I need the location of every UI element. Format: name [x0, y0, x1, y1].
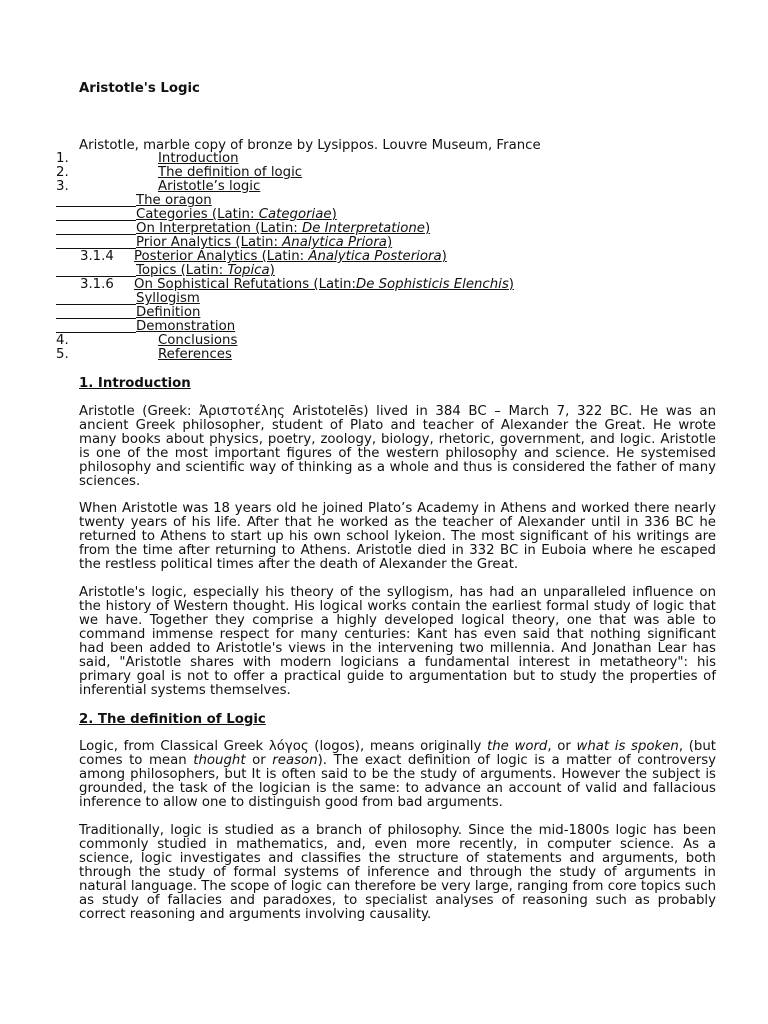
toc-item-link[interactable]: Aristotle’s logic [158, 179, 261, 194]
toc-leader-rule [56, 206, 136, 207]
paragraph: When Aristotle was 18 years old he joined Plato’s Academy in Athens and worked there nearly twenty years of his life. After that he worked as the teacher of Alexander until in 336 BC he returned to Athens to start up his own school lykeion. The most significant of his writings are from the time after returning to Athens. Aristotle died in 332 BC in Euboia where he escaped the restless political times after the death of Alexander the Great. [79, 501, 716, 572]
toc-item-number: 1. [56, 151, 69, 166]
table-of-contents [56, 152, 696, 362]
paragraph: Traditionally, logic is studied as a branch of philosophy. Since the mid-1800s logic has been commonly studied in mathematics, and, even more recently, in computer science. As a science, logic investigates and classifies the structure of statements and arguments, both through the study of formal systems of inference and through the study of arguments in natural language. The scope of logic can therefore be very large, ranging from core topics such as study of fallacies and paradoxes, to specialist analyses of reasoning such as probably correct reasoning and arguments involving causality. [79, 823, 716, 922]
toc-item[interactable] [56, 236, 696, 250]
toc-leader-rule [56, 234, 136, 235]
toc-leader-rule [56, 304, 136, 305]
toc-item-number: 3.1.4 [80, 249, 114, 264]
toc-item[interactable] [56, 292, 696, 306]
toc-item-link[interactable]: Definition [136, 305, 201, 320]
toc-item-number: 3. [56, 179, 69, 194]
toc-item[interactable] [56, 166, 696, 180]
toc-item[interactable] [56, 334, 696, 348]
toc-item-link[interactable]: Prior Analytics (Latin: Analytica Priora) [136, 235, 393, 250]
toc-item[interactable] [56, 194, 696, 208]
toc-item[interactable] [56, 250, 696, 264]
toc-item-link[interactable]: On Sophistical Refutations (Latin:De Sophisticis Elenchis) [134, 277, 514, 292]
toc-item-link[interactable]: Categories (Latin: Categoriae) [136, 207, 337, 222]
toc-item-link[interactable]: Posterior Analytics (Latin: Analytica Posteriora) [134, 249, 447, 264]
toc-item-link[interactable]: The oragon [136, 193, 212, 208]
toc-item-link[interactable]: Syllogism [136, 291, 200, 306]
toc-item-number: 4. [56, 333, 69, 348]
toc-item[interactable] [56, 264, 696, 278]
toc-item-link[interactable]: On Interpretation (Latin: De Interpretatione) [136, 221, 431, 236]
toc-item[interactable] [56, 278, 696, 292]
toc-item-link[interactable]: Introduction [158, 151, 239, 166]
toc-item-link[interactable]: Topics (Latin: Topica) [136, 263, 275, 278]
toc-item[interactable] [56, 306, 696, 320]
toc-item[interactable] [56, 152, 696, 166]
toc-item[interactable] [56, 320, 696, 334]
toc-leader-rule [56, 220, 136, 221]
paragraph: Logic, from Classical Greek λόγος (logos), means originally the word, or what is spoken, (but comes to mean thought or reason). The exact definition of logic is a matter of controversy among philosophers, but It is often said to be the study of arguments. However the subject is grounded, the task of the logician is the same: to advance an account of valid and fallacious inference to allow one to distinguish good from bad arguments. [79, 739, 717, 810]
toc-item-link[interactable]: Demonstration [136, 319, 236, 334]
paragraph: Aristotle's logic, especially his theory of the syllogism, has had an unparalleled influence on the history of Western thought. His logical works contain the earliest formal study of logic that we have. Together they comprise a highly developed logical theory, one that was able to command immense respect for many centuries: Kant has even said that nothing significant had been added to Aristotle's views in the intervening two millennia. And Jonathan Lear has said, "Aristotle shares with modern logicians a fundamental interest in metatheory": his primary goal is not to offer a practical guide to argumentation but to study the properties of inferential systems themselves. [79, 585, 716, 698]
toc-item[interactable] [56, 348, 696, 362]
toc-item[interactable] [56, 222, 696, 236]
toc-item-link[interactable]: Conclusions [158, 333, 238, 348]
toc-item-number: 2. [56, 165, 69, 180]
toc-leader-rule [56, 318, 136, 319]
toc-item[interactable] [56, 180, 696, 194]
document-title: Aristotle's Logic [79, 81, 200, 96]
toc-item-number: 5. [56, 347, 69, 362]
toc-item[interactable] [56, 208, 696, 222]
toc-item-link[interactable]: References [158, 347, 232, 362]
paragraph: Aristotle (Greek: Ἀριστοτέλης Aristotelēs) lived in 384 BC – March 7, 322 BC. He was an ancient Greek philosopher, student of Plato and teacher of Alexander the Great. He wrote many books about physics, poetry, zoology, biology, rhetoric, government, and logic. Aristotle is one of the most important figures of the western philosophy and science. He systemised philosophy and scientific way of thinking as a whole and thus is considered the father of many sciences. [79, 404, 716, 489]
toc-item-number: 3.1.6 [80, 277, 114, 292]
image-caption: Aristotle, marble copy of bronze by Lysippos. Louvre Museum, France [79, 138, 541, 153]
section-heading-introduction: 1. Introduction [79, 376, 191, 391]
toc-item-link[interactable]: The definition of logic [158, 165, 303, 180]
section-heading-definition: 2. The definition of Logic [79, 712, 266, 727]
